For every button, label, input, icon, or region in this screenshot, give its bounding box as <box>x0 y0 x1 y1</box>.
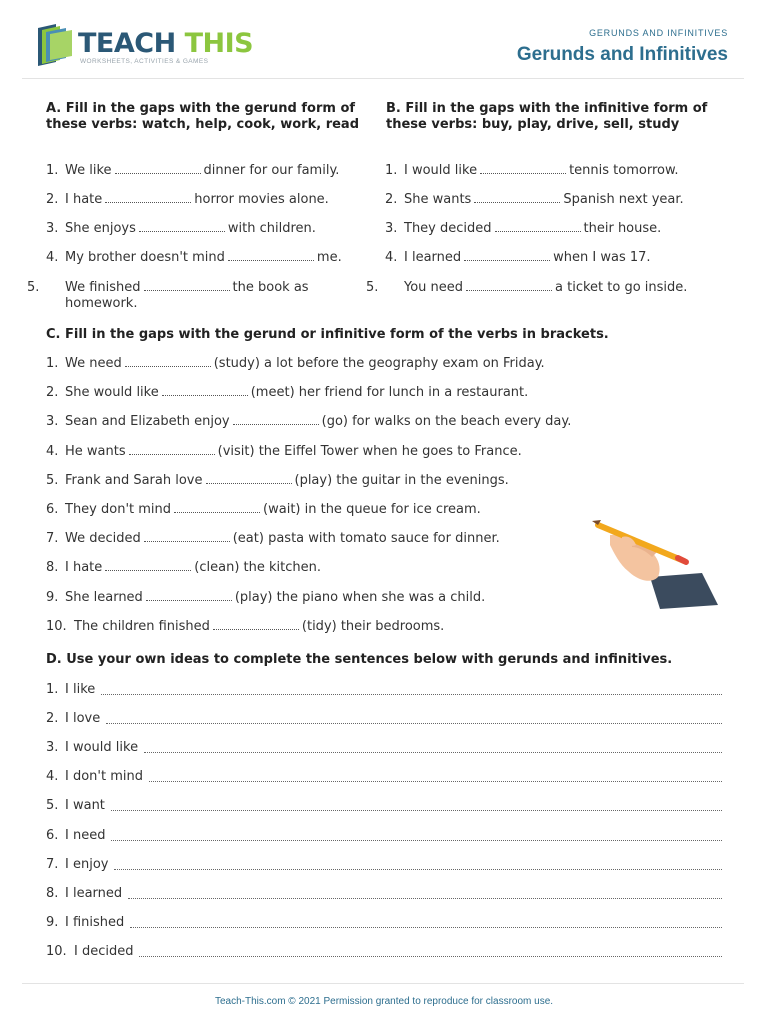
answer-line[interactable] <box>114 869 722 870</box>
item-text-before: We finished <box>65 280 141 295</box>
answer-blank[interactable] <box>105 193 191 203</box>
item-number: 7. <box>46 531 59 546</box>
item-number: 1. <box>46 356 59 371</box>
answer-blank[interactable] <box>144 532 230 542</box>
answer-blank[interactable] <box>162 386 248 396</box>
hand-writing-pencil-icon <box>592 505 722 615</box>
item-number: 2. <box>46 711 59 726</box>
item-number: 3. <box>46 414 59 429</box>
answer-blank[interactable] <box>115 164 201 174</box>
exercise-item <box>46 944 133 960</box>
answer-line[interactable] <box>144 752 722 753</box>
answer-blank[interactable] <box>129 445 215 455</box>
item-number: 3. <box>385 221 398 236</box>
exercise-item <box>27 280 380 312</box>
item-text-after: (go) for walks on the beach every day. <box>321 414 572 429</box>
answer-blank[interactable] <box>139 222 225 232</box>
item-text-after: a ticket to go inside. <box>555 280 688 295</box>
item-prompt: I need <box>65 828 106 843</box>
exercise-item <box>46 192 380 208</box>
item-text-after: (play) the guitar in the evenings. <box>294 473 509 488</box>
answer-line[interactable] <box>128 898 722 899</box>
book-logo-icon <box>36 22 76 66</box>
item-prompt: I learned <box>65 886 123 901</box>
answer-line[interactable] <box>101 694 722 695</box>
item-text-before: We decided <box>65 531 141 546</box>
answer-blank[interactable] <box>206 474 292 484</box>
item-text-after: with children. <box>227 221 316 236</box>
item-number: 2. <box>46 385 59 400</box>
answer-blank[interactable] <box>174 503 260 513</box>
exercise-item <box>46 886 122 902</box>
item-number: 2. <box>385 192 398 207</box>
answer-blank[interactable] <box>144 281 230 291</box>
item-number: 5. <box>46 473 59 488</box>
item-text-after: (play) the piano when she was a child. <box>234 590 486 605</box>
exercise-item <box>46 711 100 727</box>
item-number: 4. <box>385 250 398 265</box>
logo-accent-text: THIS <box>184 28 254 59</box>
item-text-after: the book as homework. <box>65 280 309 311</box>
item-prompt: I want <box>65 798 105 813</box>
item-number: 3. <box>46 740 59 755</box>
item-number: 6. <box>46 502 59 517</box>
answer-line[interactable] <box>139 956 722 957</box>
item-number: 6. <box>46 828 59 843</box>
exercise-item <box>46 356 746 372</box>
item-number: 1. <box>385 163 398 178</box>
answer-blank[interactable] <box>480 164 566 174</box>
answer-line[interactable] <box>111 810 722 811</box>
exercise-item <box>46 915 124 931</box>
item-number: 1. <box>46 682 59 697</box>
section-a-heading: A. Fill in the gaps with the gerund form of these verbs: watch, help, cook, work, read <box>46 101 360 132</box>
answer-blank[interactable] <box>464 251 550 261</box>
item-text-after: dinner for our family. <box>203 163 340 178</box>
item-prompt: I don't mind <box>65 769 143 784</box>
item-text-before: She learned <box>65 590 143 605</box>
answer-line[interactable] <box>130 927 722 928</box>
item-number: 7. <box>46 857 59 872</box>
item-text-before: She would like <box>65 385 159 400</box>
item-number: 3. <box>46 221 59 236</box>
answer-blank[interactable] <box>213 620 299 630</box>
header-divider <box>22 78 744 79</box>
item-text-after: (wait) in the queue for ice cream. <box>263 502 481 517</box>
item-text-before: They decided <box>404 221 492 236</box>
item-text-before: We like <box>65 163 112 178</box>
section-d-heading: D. Use your own ideas to complete the sentences below with gerunds and infinitives. <box>46 652 673 667</box>
item-number: 2. <box>46 192 59 207</box>
item-number: 1. <box>46 163 59 178</box>
item-text-before: My brother doesn't mind <box>65 250 225 265</box>
item-text-before: They don't mind <box>65 502 172 517</box>
item-number: 10. <box>46 944 67 959</box>
exercise-item <box>46 740 138 756</box>
answer-line[interactable] <box>111 840 722 841</box>
answer-blank[interactable] <box>495 222 581 232</box>
answer-blank[interactable] <box>146 591 232 601</box>
item-text-before: I hate <box>65 192 103 207</box>
answer-blank[interactable] <box>474 193 560 203</box>
answer-blank[interactable] <box>228 251 314 261</box>
exercise-item <box>385 192 725 208</box>
item-text-before: I learned <box>404 250 462 265</box>
item-text-before: We need <box>65 356 122 371</box>
item-number: 4. <box>46 444 59 459</box>
item-text-after: (meet) her friend for lunch in a restaurant. <box>250 385 529 400</box>
item-text-before: I would like <box>404 163 478 178</box>
item-text-before: I hate <box>65 560 103 575</box>
item-number: 9. <box>46 590 59 605</box>
item-number: 10. <box>46 619 67 634</box>
exercise-item <box>46 414 746 430</box>
footer-text: Teach-This.com © 2021 Permission granted to reproduce for classroom use. <box>214 996 554 1007</box>
exercise-item <box>46 473 746 489</box>
item-text-after: (clean) the kitchen. <box>194 560 321 575</box>
exercise-item <box>46 385 746 401</box>
exercise-item <box>46 769 143 785</box>
item-number: 8. <box>46 560 59 575</box>
answer-blank[interactable] <box>466 281 552 291</box>
item-text-after: (tidy) their bedrooms. <box>301 619 445 634</box>
item-text-after: tennis tomorrow. <box>569 163 679 178</box>
item-text-before: He wants <box>65 444 126 459</box>
exercise-item <box>46 828 105 844</box>
logo-wordmark <box>78 28 253 59</box>
item-number: 5. <box>27 280 40 295</box>
item-text-after: (eat) pasta with tomato sauce for dinner. <box>232 531 500 546</box>
exercise-item <box>46 798 105 814</box>
answer-blank[interactable] <box>125 357 211 367</box>
item-text-after: their house. <box>583 221 662 236</box>
logo-tagline: WORKSHEETS, ACTIVITIES & GAMES <box>80 58 209 65</box>
item-text-before: Sean and Elizabeth enjoy <box>65 414 230 429</box>
answer-blank[interactable] <box>233 415 319 425</box>
item-prompt: I would like <box>65 740 139 755</box>
item-number: 8. <box>46 886 59 901</box>
item-text-before: The children finished <box>74 619 210 634</box>
exercise-item <box>46 857 108 873</box>
item-text-after: when I was 17. <box>553 250 651 265</box>
exercise-item <box>46 250 380 266</box>
item-number: 4. <box>46 250 59 265</box>
item-text-after: Spanish next year. <box>563 192 684 207</box>
exercise-item <box>46 163 380 179</box>
item-prompt: I finished <box>65 915 125 930</box>
logo-main-text: TEACH <box>78 28 176 59</box>
item-text-before: She wants <box>404 192 472 207</box>
item-prompt: I decided <box>74 944 134 959</box>
page-title: Gerunds and Infinitives <box>516 44 728 65</box>
section-c-heading: C. Fill in the gaps with the gerund or infinitive form of the verbs in brackets. <box>46 327 609 342</box>
answer-blank[interactable] <box>105 561 191 571</box>
item-text-before: Frank and Sarah love <box>65 473 203 488</box>
item-text-before: You need <box>404 280 464 295</box>
exercise-item <box>46 444 746 460</box>
item-number: 5. <box>366 280 379 295</box>
answer-line[interactable] <box>149 781 722 782</box>
item-prompt: I enjoy <box>65 857 109 872</box>
exercise-item <box>385 250 725 266</box>
item-number: 9. <box>46 915 59 930</box>
exercise-item <box>385 163 725 179</box>
exercise-item <box>46 619 746 635</box>
item-text-before: She enjoys <box>65 221 136 236</box>
item-text-after: horror movies alone. <box>194 192 329 207</box>
section-b-heading: B. Fill in the gaps with the infinitive form of these verbs: buy, play, drive, sell, study <box>386 101 708 132</box>
item-text-after: me. <box>316 250 342 265</box>
exercise-item <box>385 221 725 237</box>
exercise-item <box>366 280 725 296</box>
item-prompt: I like <box>65 682 96 697</box>
worksheet-category: GERUNDS AND INFINITIVES <box>589 28 728 38</box>
item-prompt: I love <box>65 711 101 726</box>
logo <box>36 22 254 72</box>
exercise-item <box>46 682 95 698</box>
item-text-after: (visit) the Eiffel Tower when he goes to France. <box>217 444 522 459</box>
answer-line[interactable] <box>106 723 722 724</box>
exercise-item <box>46 221 380 237</box>
item-number: 4. <box>46 769 59 784</box>
item-text-after: (study) a lot before the geography exam on Friday. <box>213 356 545 371</box>
footer-divider <box>22 983 744 984</box>
item-number: 5. <box>46 798 59 813</box>
